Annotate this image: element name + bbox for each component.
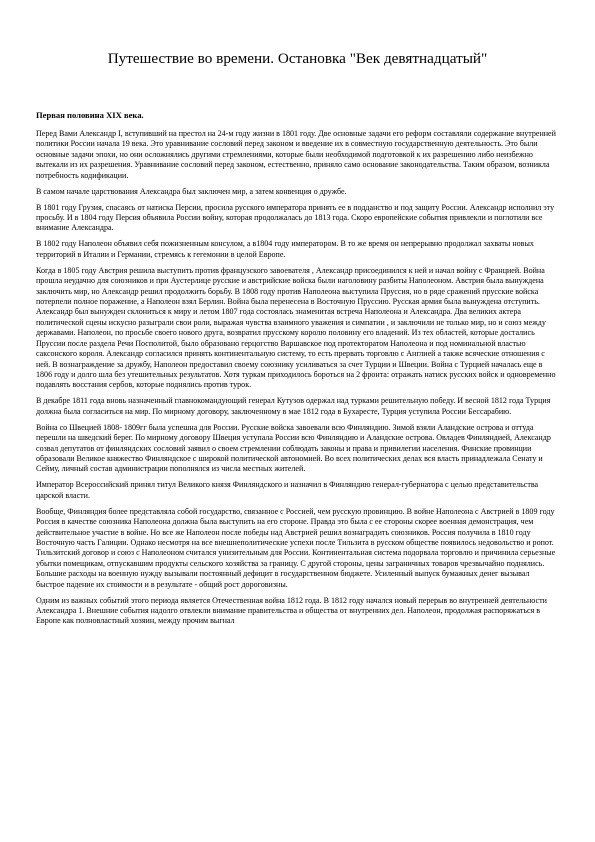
paragraph-1: Перед Вами Александр I, вступивший на престол на 24-м году жизни в 1801 году. Две основные задачи его реформ составляли содержание внутренней политики России начала 19 века. Это уравнивание сословий перед законом и введение их в совместную государственную деятельность. Это были основные задачи эпохи, но они осложнялись другими стремлениями, которые были необходимой подготовкой к их разрешению либо неизбежно вытекали из их разрешения. Уравнивание сословий перед законом, естественно, приняло само основание законодательства. Таким образом, возникла потребность кодификации.: [36, 129, 556, 180]
paragraph-10: Одним из важных событий этого периода является Отечественная война 1812 года. В 1812 году начался новый перерыв во внутренней деятельности Александра 1. Внешние события надолго отвлекли внимание правительства и общества от внутренних дел. Наполеон, продолжая распоряжаться в Европе как полновластный хозяин, между прочим выгнал: [36, 595, 547, 626]
paragraph-8: Император Всероссийский принял титул Великого князя Финляндского и назначил в Финляндию генерал-губернатора с целью представительства царской власти.: [36, 480, 539, 500]
paragraph-3: В 1801 году Грузия, спасаясь от натиска Персии, просила русского императора принять ее в подданство и под защиту России. Александр исполнил эту просьбу. И в 1804 году Персия объявила России войну, которая продолжалась до 1813 года. Скоро европейские события привлекли и поглотили все внимание Александра.: [36, 202, 555, 233]
paragraph-9: Вообще, Финляндия более представляла собой государство, связанное с Россией, чем русскую провинцию. В войне Наполеона с Австрией в 1809 году Россия в качестве союзника Наполеона должна была выступить на его стороне. Правда это была с ее стороны скорее военная демонстрация, чем действительное участие в войне. Но все же Наполеон после победы над Австрией решил вознаградить союзников. Россия получила в 1810 году Восточную часть Галиции. Однако несмотря на все внешнеполитические успехи после Тильзита в русском обществе появилось недовольство и ропот. Тильзитский договор и союз с Наполеоном считался унизительным для России. Континентальная система подорвала торговлю и причинила серьезные убытки помещикам, отпускавшим продукты сельского хозяйства за границу. С другой стороны, цены заграничных товаров чрезвычайно поднялись. Большие расходы на военную нужду вызывали постоянный дефицит в государственном бюджете. Усиленный выпуск бумажных денег вызывал быстрое падение их стоимости и в результате - общий рост дороговизны.: [36, 506, 556, 589]
page-title: Путешествие во времени. Остановка "Век девятнадцатый": [107, 50, 488, 67]
paragraph-2: В самом начале царствования Александра был заключен мир, а затем конвенция о дружбе.: [36, 186, 347, 196]
paragraph-4: В 1802 году Наполеон объявил себя пожизненным консулом, а в1804 году императором. В то же время он непрерывно продолжал захваты новых территорий в Италии и Германии, стремясь к гегемонии в целой Европе.: [36, 239, 534, 259]
section-heading: Первая половина XIX века.: [36, 110, 144, 120]
paragraph-6: В декабре 1811 года вновь назначенный главнокомандующий генерал Кутузов одержал над турками решительную победу. И весной 1812 года Турция должна была согласиться на мир. По мирному договору, заключенному в мае 1812 года в Бухаресте, Турция уступила России Бессарабию.: [36, 396, 551, 416]
paragraph-5: Когда в 1805 году Австрия решила выступить против французского завоевателя , Александр присоединился к ней и начал войну с Францией. Война прошла неудачно для союзников и при Аустерлице русские и австрийские войска были наголовину разбиты Наполеоном. Австрия была вынуждена заключить мир, но Александр решил продолжить борьбу. В 1808 году против Наполеона выступила Пруссия, но в ряде сражений прусские войска потерпели полное поражение, а Наполеон взял Берлин. Война была перенесена в Восточную Пруссию. Русская армия была вынуждена отступить. Александр был вынужден склониться к миру и летом 1807 года состоялась знаменитая встреча Наполеона и Александра. Два великих актера политической сцены искусно разыграли свои роли, выражая чувства взаимного уважения и симпатии , и заключили не только мир, но и союз между державами. Наполеон, по просьбе своего нового друга, возвратил прусскому королю половину его владений. Из тех областей, которые достались Пруссии после раздела Речи Посполитой, было образовано герцогство Варшавское под протекторатом Наполеона и под номинальной властью саксонского короля. Александр согласился принять континентальную систему, то есть прервать торговлю с Англией а также всяческие отношения с ней. В вознаграждение за дружбу, Наполеон предоставил своему союзнику усиливаться за счет Турции и Швеции. Война с Турцией началась еще в 1806 году и долго шла без утешительных результатов. Хотя туркам приходилось бороться на 2 фронта: отражать натиск русских войск и одновременно подавлять восстания сербов, которые поднялись против турок.: [36, 265, 556, 390]
paragraph-7: Война со Швецией 1808- 1809гг была успешна для России. Русские войска завоевали всю Финляндию. Зимой взяли Аландские острова и оттуда перешли на шведский берег. По мирному договору Швеция уступала России всю Финляндию и Аландские острова. Овладев Финляндией, Александр созвал депутатов от финляндских сословий заявил о своем стремлении соблюдать законы и права и привилегии населения. Финские провинции образовали Великое княжество Финляндское с широкой политической автономией. Во всех политических делах вся власть принадлежала Сенату и Сейму, личный состав администрации пополнялся из числа местных жителей.: [36, 422, 551, 474]
